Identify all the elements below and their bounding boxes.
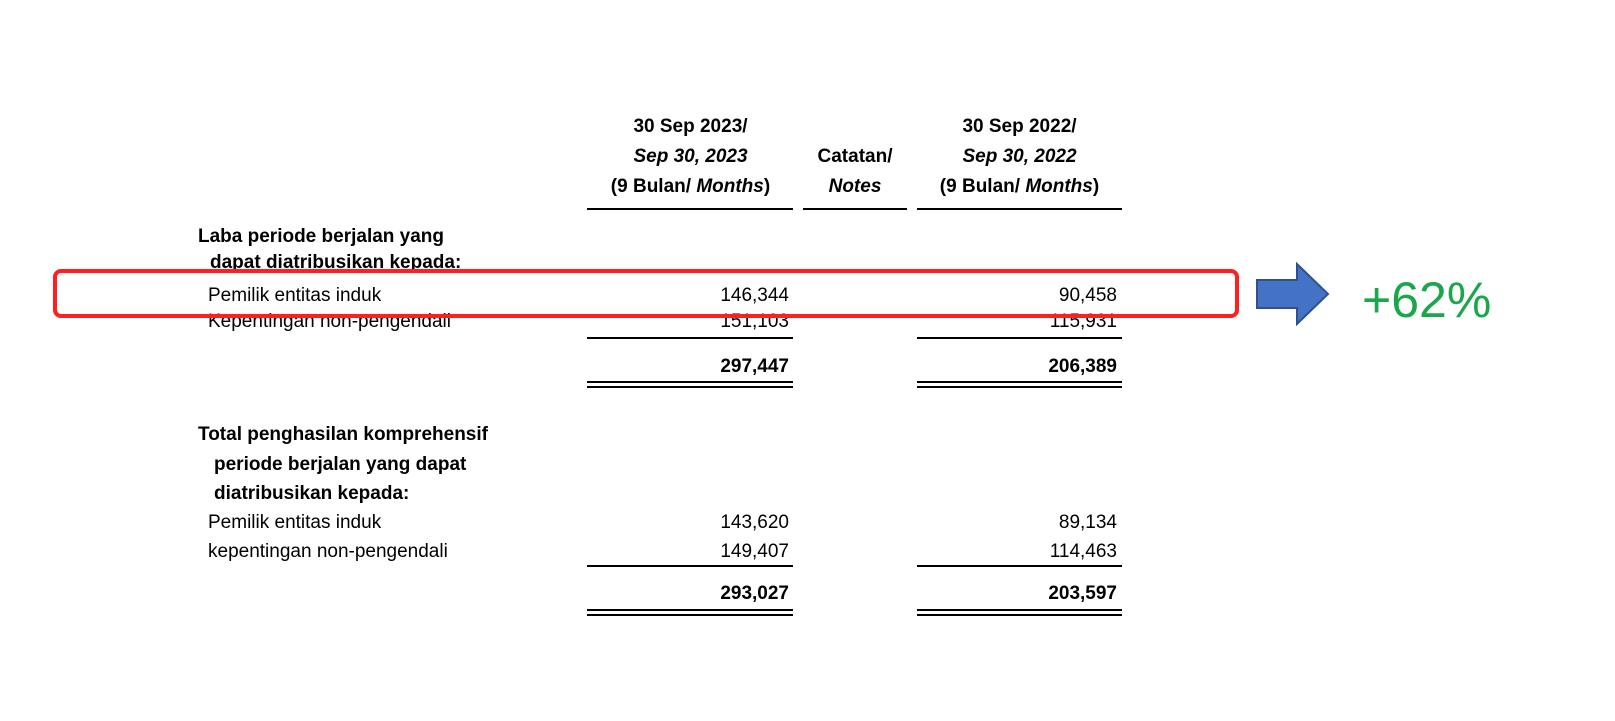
header-notes-line1: Catatan/ xyxy=(817,146,893,167)
section1-total-dline2-2022 xyxy=(917,386,1122,388)
section1-subtotal-line-2022 xyxy=(917,337,1122,339)
section2-row1-2022: 89,134 xyxy=(1058,512,1117,533)
section1-row1-label: Pemilik entitas induk xyxy=(208,285,382,306)
section1-subtotal-line-2023 xyxy=(587,337,793,339)
section1-total-dline1-2023 xyxy=(587,381,793,383)
section2-row1-label: Pemilik entitas induk xyxy=(208,512,382,533)
header-2023-underline xyxy=(587,208,793,210)
section2-total-dline2-2022 xyxy=(917,614,1122,616)
header-2022-months: Months xyxy=(1025,176,1093,197)
section1-row2-label: Kepentingan non-pengendali xyxy=(208,311,451,332)
header-2023-line1: 30 Sep 2023/ xyxy=(633,116,748,137)
header-2023-paren: ) xyxy=(763,176,771,197)
header-2022-line2: Sep 30, 2022 xyxy=(962,146,1077,167)
section2-subtotal-line-2023 xyxy=(587,565,793,567)
section1-total-2023: 297,447 xyxy=(720,356,789,377)
section2-title-line1: Total penghasilan komprehensif xyxy=(198,424,488,445)
section1-title-line2: dapat diatribusikan kepada: xyxy=(210,252,462,273)
change-percentage: +62% xyxy=(1362,272,1492,328)
header-notes-underline xyxy=(803,208,907,210)
header-2023-line3 xyxy=(588,176,793,198)
section1-title-line1: Laba periode berjalan yang xyxy=(198,226,445,247)
section2-total-dline1-2022 xyxy=(917,609,1122,611)
section2-title-line2: periode berjalan yang dapat xyxy=(214,454,467,475)
section1-row1-2023: 146,344 xyxy=(720,285,789,306)
section1-total-dline2-2023 xyxy=(587,386,793,388)
section1-total-dline1-2022 xyxy=(917,381,1122,383)
header-2023-bulan: (9 Bulan/ xyxy=(610,176,697,197)
highlight-box xyxy=(53,269,1239,318)
header-2022-underline xyxy=(917,208,1122,210)
section2-total-2023: 293,027 xyxy=(720,583,789,604)
header-notes-line2: Notes xyxy=(828,176,882,197)
section2-title-line3: diatribusikan kepada: xyxy=(214,483,410,504)
header-2022-paren: ) xyxy=(1092,176,1100,197)
section1-row2-2022: 115,931 xyxy=(1049,311,1117,332)
section2-row2-2023: 149,407 xyxy=(720,541,789,562)
section2-subtotal-line-2022 xyxy=(917,565,1122,567)
section2-row1-2023: 143,620 xyxy=(720,512,789,533)
header-2023-months: Months xyxy=(696,176,764,197)
header-2022-line3 xyxy=(917,176,1122,198)
header-2022-line1: 30 Sep 2022/ xyxy=(962,116,1077,137)
section1-row2-2023: 151,103 xyxy=(720,311,789,332)
section2-total-dline2-2023 xyxy=(587,614,793,616)
section2-row2-2022: 114,463 xyxy=(1049,541,1117,562)
section2-total-2022: 203,597 xyxy=(1048,583,1117,604)
right-arrow-icon xyxy=(1255,262,1331,326)
section2-row2-label: kepentingan non-pengendali xyxy=(208,541,448,562)
header-2022-bulan: (9 Bulan/ xyxy=(939,176,1026,197)
section2-total-dline1-2023 xyxy=(587,609,793,611)
section1-total-2022: 206,389 xyxy=(1048,356,1117,377)
section1-row1-2022: 90,458 xyxy=(1058,285,1117,306)
header-2023-line2: Sep 30, 2023 xyxy=(633,146,748,167)
